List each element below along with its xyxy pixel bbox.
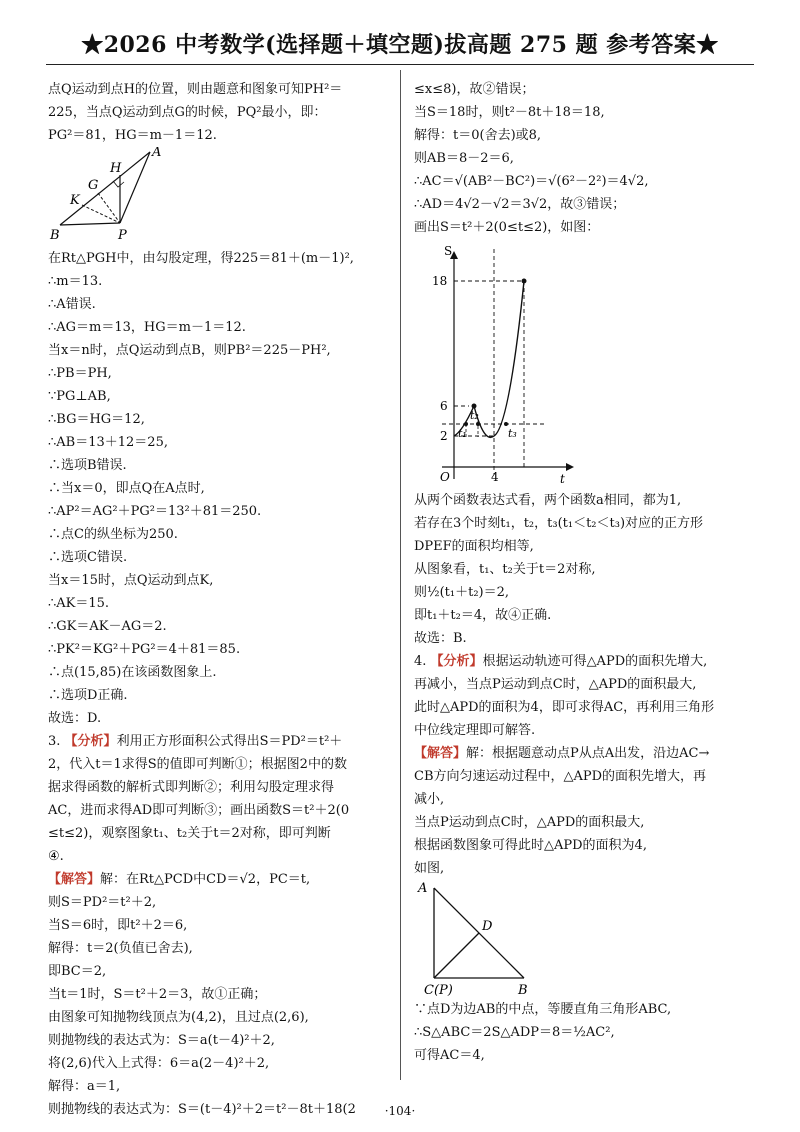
figure-label: A xyxy=(418,881,428,896)
text-line: 从两个函数表达式看，两个函数a相同，都为1, xyxy=(414,493,682,508)
graph-tick-label: 2 xyxy=(440,429,448,443)
question-number: 4. xyxy=(414,654,427,669)
text-line: 再减小，当点P运动到点C时，△APD的面积最大, xyxy=(414,677,697,692)
graph-point-label: t₃ xyxy=(508,427,517,440)
solution-tag: 【解答】 xyxy=(48,872,101,887)
graph-tick-label: 4 xyxy=(491,470,499,484)
text-line: 则AB＝8－2＝6, xyxy=(414,151,514,166)
analysis-tag: 【分析】 xyxy=(64,734,117,749)
triangle-figure-pgh xyxy=(48,147,388,247)
text-line: ④. xyxy=(48,849,64,864)
text-line: 解得：a＝1, xyxy=(48,1079,121,1094)
text-span: 解：在Rt△PCD中CD＝√2，PC＝t, xyxy=(100,872,311,887)
text-line: ∴m＝13. xyxy=(48,274,103,289)
text-line: ≤t≤2)，观察图象t₁、t₂关于t＝2对称，即可判断 xyxy=(48,826,331,841)
page-header-title: ★2026 中考数学(选择题＋填空题)拔高题 275 题 参考答案★ xyxy=(81,32,719,58)
text-line: ∴AK＝15. xyxy=(48,596,110,611)
text-line: 则½(t₁＋t₂)＝2, xyxy=(414,585,510,600)
left-column xyxy=(48,78,388,1121)
header-rule xyxy=(46,64,754,65)
figure-label: C(P) xyxy=(424,983,453,998)
text-line: ∵点D为边AB的中点，等腰直角三角形ABC, xyxy=(414,1002,672,1017)
text-line: 当t＝1时，S＝t²＋2＝3，故①正确； xyxy=(48,987,267,1002)
text-line: 则抛物线的表达式为：S＝a(t－4)²＋2, xyxy=(48,1033,275,1048)
function-graph-figure xyxy=(414,239,754,489)
text-line: 如图, xyxy=(414,861,445,876)
text-line: ∴AP²＝AG²＋PG²＝13²＋81＝250. xyxy=(48,504,262,519)
text-line: ∴PK²＝KG²＋PG²＝4＋81＝85. xyxy=(48,642,241,657)
text-line: ∴点C的纵坐标为250. xyxy=(48,527,178,542)
text-line: ∴选项C错误. xyxy=(48,550,128,565)
text-line: 可得AC＝4, xyxy=(414,1048,485,1063)
solution-tag: 【解答】 xyxy=(414,746,467,761)
text-line: 由图象可知抛物线顶点为(4,2)，且过点(2,6), xyxy=(48,1010,309,1025)
analysis-tag: 【分析】 xyxy=(430,654,483,669)
text-line: 当S＝18时，则t²－8t＋18＝18, xyxy=(414,105,605,120)
text-span: 利用正方形面积公式得出S＝PD²＝t²＋ xyxy=(116,734,343,749)
text-line: ∴GK＝AK－AG＝2. xyxy=(48,619,167,634)
text-line: ∴AD＝4√2－√2＝3√2，故③错误； xyxy=(414,197,626,212)
text-line: 故选：B. xyxy=(414,631,467,646)
text-line: ∴AC＝√(AB²－BC²)＝√(6²－2²)＝4√2, xyxy=(414,174,649,189)
text-line: ∴点(15,85)在该函数图象上. xyxy=(48,665,217,680)
text-line: 则S＝PD²＝t²＋2, xyxy=(48,895,157,910)
right-column xyxy=(414,78,754,1067)
text-line: PG²＝81，HG＝m－1＝12. xyxy=(48,128,217,143)
graph-axis-label: S xyxy=(444,244,453,258)
figure-label: B xyxy=(50,228,60,243)
text-line: 此时△APD的面积为4，即可求得AC，再利用三角形 xyxy=(414,700,715,715)
figure-label: B xyxy=(518,983,528,998)
right-triangle-svg xyxy=(414,880,564,998)
text-line: 故选：D. xyxy=(48,711,102,726)
text-line: 则抛物线的表达式为：S＝(t－4)²＋2＝t²－8t＋18(2 xyxy=(48,1102,356,1117)
figure-label: G xyxy=(88,178,99,193)
text-line: 将(2,6)代入上式得：6＝a(2－4)²＋2, xyxy=(48,1056,270,1071)
graph-point-label: t₂ xyxy=(470,409,479,422)
triangle-figure-svg xyxy=(48,147,198,247)
text-line: 解得：t＝2(负值已舍去), xyxy=(48,941,193,956)
question-3-analysis-line xyxy=(48,730,388,753)
page-number: ·104· xyxy=(384,1104,416,1118)
graph-tick-label: 18 xyxy=(432,274,448,288)
text-line: ∴选项B错误. xyxy=(48,458,127,473)
text-line: ∴当x＝0，即点Q在A点时, xyxy=(48,481,205,496)
figure-label: D xyxy=(482,919,493,934)
text-line: 从图象看，t₁、t₂关于t＝2对称, xyxy=(414,562,596,577)
text-line: ∴A错误. xyxy=(48,297,96,312)
figure-label: P xyxy=(118,228,127,243)
text-line: DPEF的面积均相等, xyxy=(414,539,534,554)
text-line: 点Q运动到点H的位置，则由题意和图象可知PH²＝ xyxy=(48,82,343,97)
text-line: 当点P运动到点C时，△APD的面积最大, xyxy=(414,815,645,830)
text-line: 在Rt△PGH中，由勾股定理，得225＝81＋(m－1)², xyxy=(48,251,354,266)
text-line: 据求得函数的解析式即判断②；利用勾股定理求得 xyxy=(48,780,335,795)
text-span: 根据运动轨迹可得△APD的面积先增大, xyxy=(482,654,708,669)
text-line: ∴S△ABC＝2S△ADP＝8＝½AC², xyxy=(414,1025,615,1040)
text-line: 即t₁＋t₂＝4，故④正确. xyxy=(414,608,552,623)
figure-label: K xyxy=(70,193,80,208)
text-line: ∴BG＝HG＝12, xyxy=(48,412,145,427)
text-span: 解：根据题意动点P从点A出发，沿边AC→ xyxy=(466,746,710,761)
question-4-solution-line xyxy=(414,742,754,765)
text-line: 当S＝6时，即t²＋2＝6, xyxy=(48,918,188,933)
graph-tick-label: 6 xyxy=(440,399,448,413)
text-line: 当x＝n时，点Q运动到点B，则PB²＝225－PH², xyxy=(48,343,331,358)
question-number: 3. xyxy=(48,734,61,749)
text-line: ∴AG＝m＝13，HG＝m－1＝12. xyxy=(48,320,246,335)
text-line: CB方向匀速运动过程中，△APD的面积先增大，再 xyxy=(414,769,707,784)
graph-point-label: t₁ xyxy=(458,427,467,440)
figure-label: A xyxy=(152,147,162,160)
function-graph-svg xyxy=(414,239,574,489)
text-line: 即BC＝2, xyxy=(48,964,107,979)
text-line: ≤x≤8)，故②错误； xyxy=(414,82,535,97)
right-triangle-figure xyxy=(414,880,754,998)
question-3-solution-line xyxy=(48,868,388,891)
text-line: ∴选项D正确. xyxy=(48,688,128,703)
text-line: 225，当点Q运动到点G的时候，PQ²最小，即： xyxy=(48,105,327,120)
text-line: 2，代入t＝1求得S的值即可判断①；根据图2中的数 xyxy=(48,757,347,772)
text-line: ∴AB＝13＋12＝25, xyxy=(48,435,168,450)
text-line: 减小, xyxy=(414,792,445,807)
text-line: 若存在3个时刻t₁，t₂，t₃(t₁＜t₂＜t₃)对应的正方形 xyxy=(414,516,704,531)
graph-origin-label: O xyxy=(440,470,450,484)
text-line: 画出S＝t²＋2(0≤t≤2)，如图： xyxy=(414,220,600,235)
text-line: AC，进而求得AD即可判断③；画出函数S＝t²＋2(0 xyxy=(48,803,350,818)
column-divider xyxy=(400,70,401,1080)
text-line: ∴PB＝PH, xyxy=(48,366,112,381)
figure-label: H xyxy=(110,161,122,176)
text-line: 中位线定理即可解答. xyxy=(414,723,536,738)
text-line: 当x＝15时，点Q运动到点K, xyxy=(48,573,214,588)
question-4-analysis-line xyxy=(414,650,754,673)
text-line: 解得：t＝0(舍去)或8, xyxy=(414,128,542,143)
text-line: ∵PG⊥AB, xyxy=(48,389,111,404)
text-line: 根据函数图象可得此时△APD的面积为4, xyxy=(414,838,647,853)
graph-axis-label: t xyxy=(560,472,565,486)
